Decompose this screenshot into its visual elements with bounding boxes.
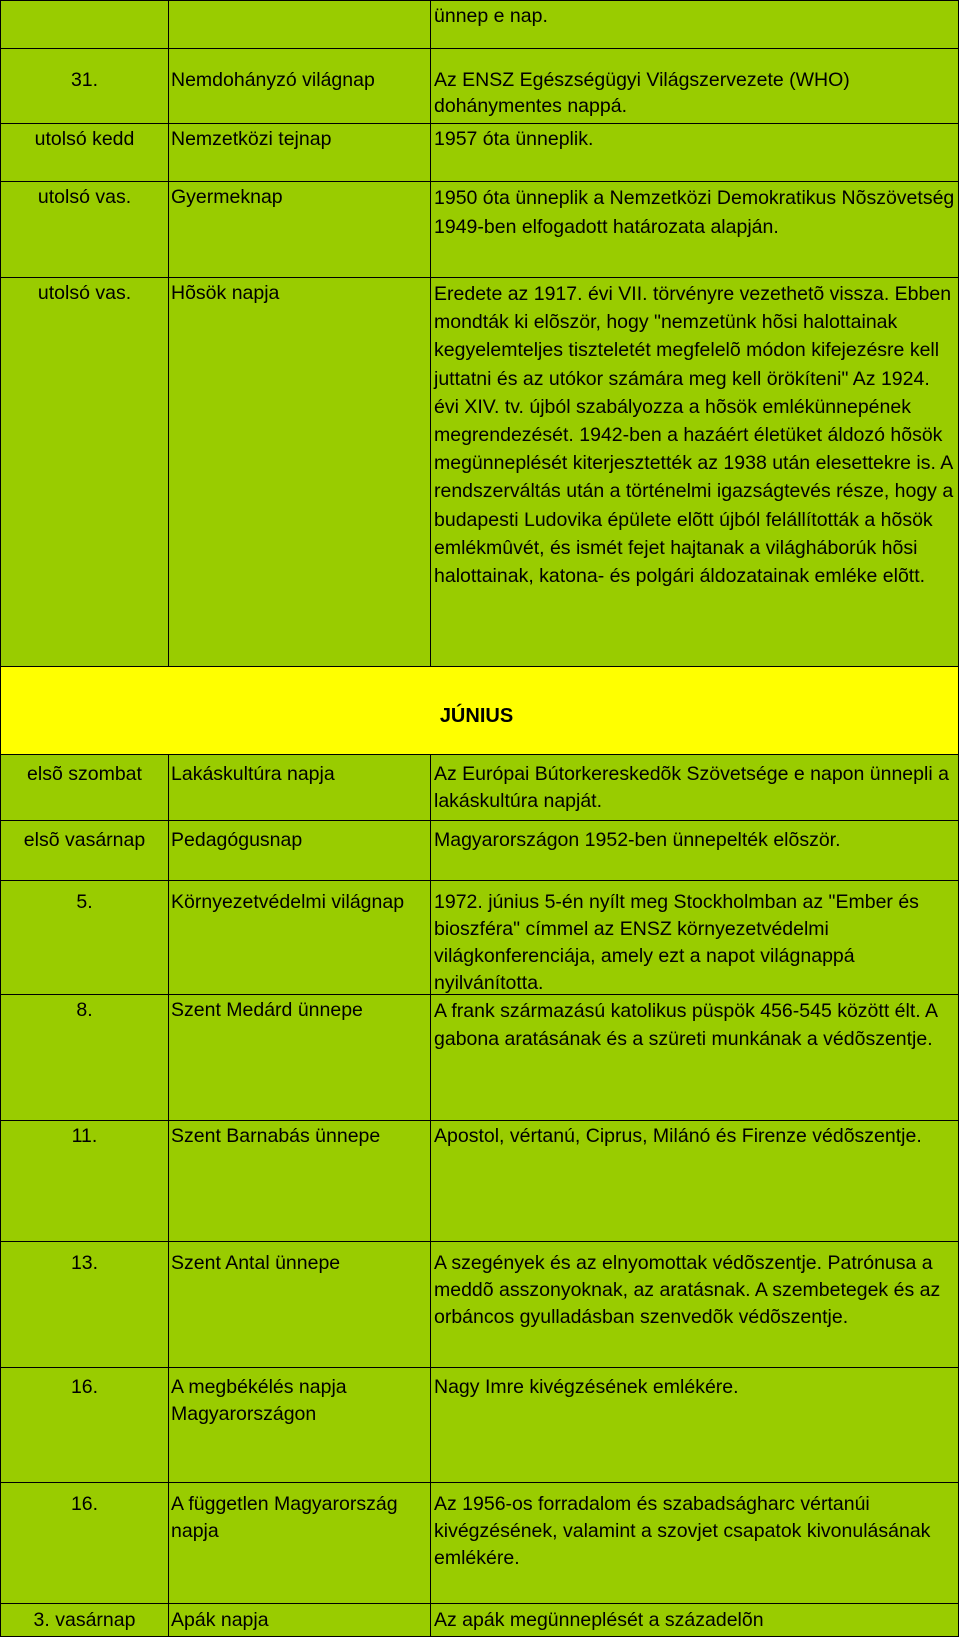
table-row bbox=[1, 1242, 959, 1368]
table-row bbox=[1, 182, 959, 278]
day-cell: utolsó kedd bbox=[1, 124, 169, 181]
name-cell: Szent Antal ünnepe bbox=[169, 1242, 431, 1367]
name-cell: Szent Barnabás ünnepe bbox=[169, 1121, 431, 1241]
name-cell: Apák napja bbox=[169, 1604, 431, 1636]
desc-cell: Eredete az 1917. évi VII. törvényre vezethetõ vissza. Ebben mondták ki elõször, hogy "nemzetünk hõsi halottainak kegyelemteljes tiszteletét megfelelõ módon kifejezésre kell juttatni és az utókor számára meg kell örökíteni" Az 1924. évi XIV. tv. újból szabályozza a hõsök emlékünnepének megrendezését. 1942-ben a hazáért életüket áldozó hõsök megünneplését kiterjesztették az 1938 után elesettekre is. A rendszerváltás után a történelmi igazságtevés része, hogy a budapesti Ludovika épülete elõtt újból felállították a hõsök emlékmûvét, és ismét fejet hajtanak a világháborúk hõsi halottainak, katona- és polgári áldozatainak emléke elõtt. bbox=[431, 278, 959, 666]
name-cell: Szent Medárd ünnepe bbox=[169, 995, 431, 1120]
name-cell: Pedagógusnap bbox=[169, 821, 431, 880]
name-cell: Hõsök napja bbox=[169, 278, 431, 666]
desc-cell: Az Európai Bútorkereskedõk Szövetsége e napon ünnepli a lakáskultúra napját. bbox=[431, 755, 959, 820]
desc-cell: Az ENSZ Egészségügyi Világszervezete (WHO) dohánymentes nappá. bbox=[431, 49, 959, 123]
table-row bbox=[1, 1368, 959, 1483]
day-cell bbox=[1, 1, 169, 48]
day-cell: elsõ vasárnap bbox=[1, 821, 169, 880]
name-cell: A független Magyarország napja bbox=[169, 1483, 431, 1603]
day-cell: elsõ szombat bbox=[1, 755, 169, 820]
day-cell: 13. bbox=[1, 1242, 169, 1367]
desc-cell: ünnep e nap. bbox=[431, 1, 959, 48]
table-row bbox=[1, 821, 959, 881]
table-row bbox=[1, 995, 959, 1121]
desc-cell: Az 1956-os forradalom és szabadságharc vértanúi kivégzésének, valamint a szovjet csapatok kivonulásának emlékére. bbox=[431, 1483, 959, 1603]
day-cell: 3. vasárnap bbox=[1, 1604, 169, 1636]
month-title: JÚNIUS bbox=[439, 705, 514, 727]
month-title-cell bbox=[1, 667, 959, 754]
name-cell: Nemdohányzó világnap bbox=[169, 49, 431, 123]
table-row bbox=[1, 49, 959, 124]
desc-cell: A szegények és az elnyomottak védõszentje. Patrónusa a meddõ asszonyoknak, az aratásnak. A szembetegek és az orbáncos gyulladásban szenvedõk védõszentje. bbox=[431, 1242, 959, 1367]
desc-cell: Nagy Imre kivégzésének emlékére. bbox=[431, 1368, 959, 1482]
desc-cell: Magyarországon 1952-ben ünnepelték elõször. bbox=[431, 821, 959, 880]
desc-cell: 1957 óta ünneplik. bbox=[431, 124, 959, 181]
name-cell: Nemzetközi tejnap bbox=[169, 124, 431, 181]
name-cell: A megbékélés napja Magyarországon bbox=[169, 1368, 431, 1482]
day-cell: 16. bbox=[1, 1368, 169, 1482]
table-row bbox=[1, 881, 959, 995]
day-cell: 11. bbox=[1, 1121, 169, 1241]
table-row bbox=[1, 755, 959, 821]
name-cell: Környezetvédelmi világnap bbox=[169, 881, 431, 994]
day-cell: 31. bbox=[1, 49, 169, 123]
name-cell: Lakáskultúra napja bbox=[169, 755, 431, 820]
table-row bbox=[1, 1604, 959, 1637]
day-cell: utolsó vas. bbox=[1, 182, 169, 277]
table-row bbox=[1, 1483, 959, 1604]
day-cell: 16. bbox=[1, 1483, 169, 1603]
desc-cell: Az apák megünneplését a századelõn bbox=[431, 1604, 959, 1636]
table-row bbox=[1, 124, 959, 182]
desc-cell: Apostol, vértanú, Ciprus, Milánó és Firenze védõszentje. bbox=[431, 1121, 959, 1241]
desc-cell: 1950 óta ünneplik a Nemzetközi Demokratikus Nõszövetség 1949-ben elfogadott határozata alapján. bbox=[431, 182, 959, 277]
name-cell bbox=[169, 1, 431, 48]
day-cell: utolsó vas. bbox=[1, 278, 169, 666]
day-cell: 8. bbox=[1, 995, 169, 1120]
desc-cell: A frank származású katolikus püspök 456-545 között élt. A gabona aratásának és a szüreti munkának a védõszentje. bbox=[431, 995, 959, 1120]
table-row bbox=[1, 1121, 959, 1242]
table-row bbox=[1, 1, 959, 49]
name-cell: Gyermeknap bbox=[169, 182, 431, 277]
day-cell: 5. bbox=[1, 881, 169, 994]
desc-cell: 1972. június 5-én nyílt meg Stockholmban az "Ember és bioszféra" címmel az ENSZ környezetvédelmi világkonferenciája, amely ezt a napot világnappá nyilvánította. bbox=[431, 881, 959, 994]
table-row bbox=[1, 278, 959, 667]
month-row bbox=[1, 667, 959, 755]
